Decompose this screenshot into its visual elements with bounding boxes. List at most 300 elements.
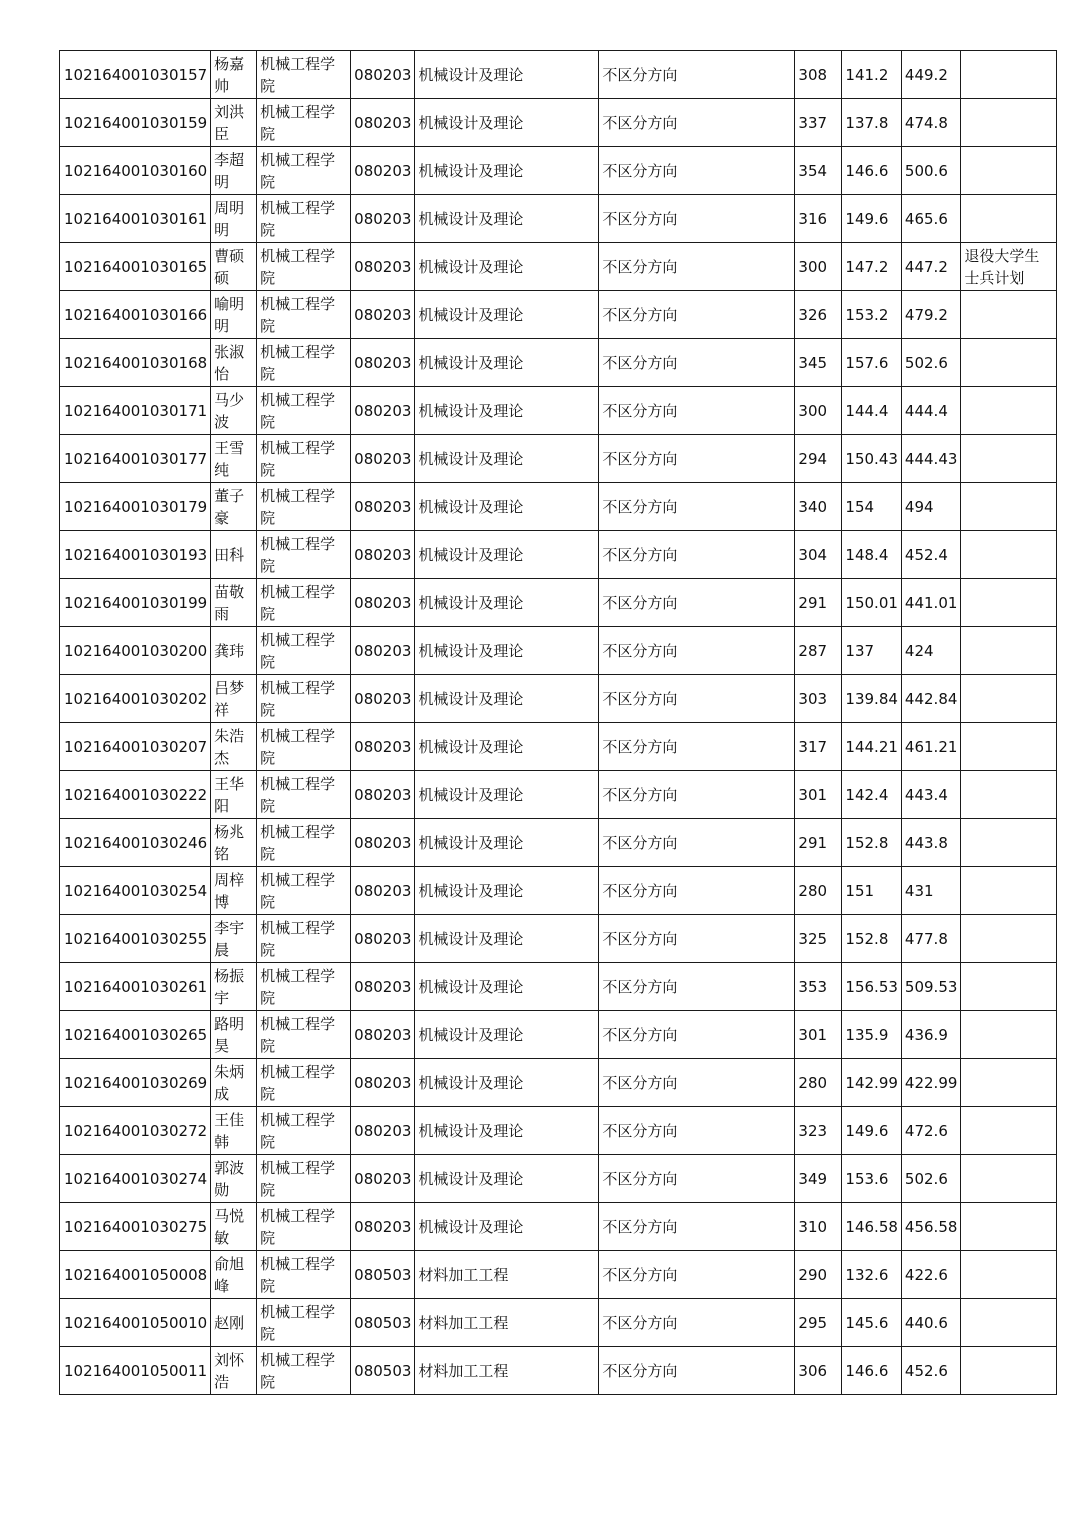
table-row bbox=[60, 435, 1057, 483]
retest-score-cell: 146.58 bbox=[842, 1203, 902, 1251]
initial-score-cell: 301 bbox=[795, 1011, 842, 1059]
note-cell bbox=[961, 483, 1057, 531]
table-row bbox=[60, 771, 1057, 819]
major-name-cell: 机械设计及理论 bbox=[415, 483, 599, 531]
student-name-cell: 马悦敏 bbox=[211, 1203, 257, 1251]
retest-score-cell: 132.6 bbox=[842, 1251, 902, 1299]
major-code-cell: 080203 bbox=[351, 195, 415, 243]
college-cell: 机械工程学院 bbox=[257, 579, 351, 627]
research-direction-cell: 不区分方向 bbox=[599, 1347, 795, 1395]
major-name-cell: 机械设计及理论 bbox=[415, 1155, 599, 1203]
student-name-cell: 苗敬雨 bbox=[211, 579, 257, 627]
total-score-cell: 442.84 bbox=[901, 675, 961, 723]
initial-score-cell: 316 bbox=[795, 195, 842, 243]
college-cell: 机械工程学院 bbox=[257, 1011, 351, 1059]
major-name-cell: 机械设计及理论 bbox=[415, 675, 599, 723]
note-cell bbox=[961, 531, 1057, 579]
table-body bbox=[60, 51, 1057, 1395]
research-direction-cell: 不区分方向 bbox=[599, 915, 795, 963]
research-direction-cell: 不区分方向 bbox=[599, 291, 795, 339]
total-score-cell: 500.6 bbox=[901, 147, 961, 195]
retest-score-cell: 147.2 bbox=[842, 243, 902, 291]
note-cell bbox=[961, 51, 1057, 99]
table-row bbox=[60, 1011, 1057, 1059]
retest-score-cell: 142.4 bbox=[842, 771, 902, 819]
retest-score-cell: 157.6 bbox=[842, 339, 902, 387]
table-row bbox=[60, 675, 1057, 723]
total-score-cell: 472.6 bbox=[901, 1107, 961, 1155]
exam-number-cell: 102164001030272 bbox=[60, 1107, 211, 1155]
student-name-cell: 吕梦祥 bbox=[211, 675, 257, 723]
total-score-cell: 456.58 bbox=[901, 1203, 961, 1251]
total-score-cell: 436.9 bbox=[901, 1011, 961, 1059]
exam-number-cell: 102164001030177 bbox=[60, 435, 211, 483]
retest-score-cell: 150.01 bbox=[842, 579, 902, 627]
research-direction-cell: 不区分方向 bbox=[599, 963, 795, 1011]
major-name-cell: 机械设计及理论 bbox=[415, 1203, 599, 1251]
college-cell: 机械工程学院 bbox=[257, 1107, 351, 1155]
major-name-cell: 材料加工工程 bbox=[415, 1299, 599, 1347]
retest-score-cell: 142.99 bbox=[842, 1059, 902, 1107]
exam-number-cell: 102164001050011 bbox=[60, 1347, 211, 1395]
exam-number-cell: 102164001030171 bbox=[60, 387, 211, 435]
college-cell: 机械工程学院 bbox=[257, 771, 351, 819]
table-row bbox=[60, 99, 1057, 147]
note-cell bbox=[961, 1107, 1057, 1155]
retest-score-cell: 141.2 bbox=[842, 51, 902, 99]
note-cell bbox=[961, 1203, 1057, 1251]
exam-number-cell: 102164001030159 bbox=[60, 99, 211, 147]
research-direction-cell: 不区分方向 bbox=[599, 1011, 795, 1059]
research-direction-cell: 不区分方向 bbox=[599, 339, 795, 387]
retest-score-cell: 151 bbox=[842, 867, 902, 915]
research-direction-cell: 不区分方向 bbox=[599, 531, 795, 579]
student-name-cell: 张淑怡 bbox=[211, 339, 257, 387]
major-name-cell: 材料加工工程 bbox=[415, 1347, 599, 1395]
major-code-cell: 080203 bbox=[351, 483, 415, 531]
research-direction-cell: 不区分方向 bbox=[599, 51, 795, 99]
research-direction-cell: 不区分方向 bbox=[599, 195, 795, 243]
major-code-cell: 080203 bbox=[351, 435, 415, 483]
student-name-cell: 路明昊 bbox=[211, 1011, 257, 1059]
initial-score-cell: 300 bbox=[795, 243, 842, 291]
retest-score-cell: 153.2 bbox=[842, 291, 902, 339]
college-cell: 机械工程学院 bbox=[257, 195, 351, 243]
retest-score-cell: 144.4 bbox=[842, 387, 902, 435]
note-cell bbox=[961, 867, 1057, 915]
student-name-cell: 周明明 bbox=[211, 195, 257, 243]
table-row bbox=[60, 627, 1057, 675]
student-name-cell: 杨兆铭 bbox=[211, 819, 257, 867]
student-name-cell: 董子豪 bbox=[211, 483, 257, 531]
major-name-cell: 机械设计及理论 bbox=[415, 531, 599, 579]
research-direction-cell: 不区分方向 bbox=[599, 627, 795, 675]
note-cell bbox=[961, 387, 1057, 435]
retest-score-cell: 154 bbox=[842, 483, 902, 531]
student-name-cell: 俞旭峰 bbox=[211, 1251, 257, 1299]
note-cell bbox=[961, 819, 1057, 867]
initial-score-cell: 300 bbox=[795, 387, 842, 435]
research-direction-cell: 不区分方向 bbox=[599, 1059, 795, 1107]
major-code-cell: 080203 bbox=[351, 387, 415, 435]
table-row bbox=[60, 339, 1057, 387]
total-score-cell: 441.01 bbox=[901, 579, 961, 627]
college-cell: 机械工程学院 bbox=[257, 483, 351, 531]
exam-number-cell: 102164001030199 bbox=[60, 579, 211, 627]
total-score-cell: 422.6 bbox=[901, 1251, 961, 1299]
table-row bbox=[60, 1107, 1057, 1155]
major-code-cell: 080203 bbox=[351, 1059, 415, 1107]
major-code-cell: 080203 bbox=[351, 1011, 415, 1059]
initial-score-cell: 308 bbox=[795, 51, 842, 99]
college-cell: 机械工程学院 bbox=[257, 387, 351, 435]
initial-score-cell: 323 bbox=[795, 1107, 842, 1155]
note-cell bbox=[961, 339, 1057, 387]
major-code-cell: 080203 bbox=[351, 915, 415, 963]
table-row bbox=[60, 147, 1057, 195]
initial-score-cell: 337 bbox=[795, 99, 842, 147]
retest-score-cell: 152.8 bbox=[842, 819, 902, 867]
research-direction-cell: 不区分方向 bbox=[599, 867, 795, 915]
note-cell bbox=[961, 723, 1057, 771]
retest-score-cell: 153.6 bbox=[842, 1155, 902, 1203]
note-cell bbox=[961, 627, 1057, 675]
total-score-cell: 509.53 bbox=[901, 963, 961, 1011]
major-code-cell: 080203 bbox=[351, 339, 415, 387]
college-cell: 机械工程学院 bbox=[257, 291, 351, 339]
table-row bbox=[60, 1155, 1057, 1203]
major-name-cell: 机械设计及理论 bbox=[415, 387, 599, 435]
retest-score-cell: 149.6 bbox=[842, 1107, 902, 1155]
note-cell bbox=[961, 195, 1057, 243]
college-cell: 机械工程学院 bbox=[257, 339, 351, 387]
major-code-cell: 080203 bbox=[351, 1203, 415, 1251]
college-cell: 机械工程学院 bbox=[257, 1251, 351, 1299]
total-score-cell: 477.8 bbox=[901, 915, 961, 963]
total-score-cell: 444.4 bbox=[901, 387, 961, 435]
exam-number-cell: 102164001030168 bbox=[60, 339, 211, 387]
total-score-cell: 479.2 bbox=[901, 291, 961, 339]
table-row bbox=[60, 291, 1057, 339]
note-cell bbox=[961, 147, 1057, 195]
total-score-cell: 452.4 bbox=[901, 531, 961, 579]
initial-score-cell: 280 bbox=[795, 867, 842, 915]
student-name-cell: 杨嘉帅 bbox=[211, 51, 257, 99]
total-score-cell: 449.2 bbox=[901, 51, 961, 99]
research-direction-cell: 不区分方向 bbox=[599, 483, 795, 531]
major-name-cell: 机械设计及理论 bbox=[415, 51, 599, 99]
college-cell: 机械工程学院 bbox=[257, 1203, 351, 1251]
retest-score-cell: 137 bbox=[842, 627, 902, 675]
note-cell bbox=[961, 99, 1057, 147]
total-score-cell: 461.21 bbox=[901, 723, 961, 771]
total-score-cell: 502.6 bbox=[901, 1155, 961, 1203]
major-name-cell: 机械设计及理论 bbox=[415, 771, 599, 819]
initial-score-cell: 290 bbox=[795, 1251, 842, 1299]
total-score-cell: 443.4 bbox=[901, 771, 961, 819]
research-direction-cell: 不区分方向 bbox=[599, 243, 795, 291]
table-row bbox=[60, 1059, 1057, 1107]
research-direction-cell: 不区分方向 bbox=[599, 1251, 795, 1299]
college-cell: 机械工程学院 bbox=[257, 723, 351, 771]
note-cell bbox=[961, 675, 1057, 723]
college-cell: 机械工程学院 bbox=[257, 675, 351, 723]
note-cell bbox=[961, 771, 1057, 819]
major-code-cell: 080203 bbox=[351, 579, 415, 627]
table-row bbox=[60, 51, 1057, 99]
exam-number-cell: 102164001030261 bbox=[60, 963, 211, 1011]
major-code-cell: 080203 bbox=[351, 963, 415, 1011]
note-cell bbox=[961, 1155, 1057, 1203]
exam-number-cell: 102164001030275 bbox=[60, 1203, 211, 1251]
research-direction-cell: 不区分方向 bbox=[599, 1155, 795, 1203]
major-name-cell: 机械设计及理论 bbox=[415, 147, 599, 195]
note-cell bbox=[961, 1059, 1057, 1107]
major-name-cell: 机械设计及理论 bbox=[415, 867, 599, 915]
college-cell: 机械工程学院 bbox=[257, 915, 351, 963]
retest-score-cell: 152.8 bbox=[842, 915, 902, 963]
exam-number-cell: 102164001030157 bbox=[60, 51, 211, 99]
retest-score-cell: 144.21 bbox=[842, 723, 902, 771]
note-cell bbox=[961, 579, 1057, 627]
major-code-cell: 080203 bbox=[351, 291, 415, 339]
college-cell: 机械工程学院 bbox=[257, 1347, 351, 1395]
research-direction-cell: 不区分方向 bbox=[599, 819, 795, 867]
initial-score-cell: 291 bbox=[795, 579, 842, 627]
table-row bbox=[60, 387, 1057, 435]
retest-score-cell: 146.6 bbox=[842, 1347, 902, 1395]
research-direction-cell: 不区分方向 bbox=[599, 579, 795, 627]
college-cell: 机械工程学院 bbox=[257, 1299, 351, 1347]
major-code-cell: 080203 bbox=[351, 819, 415, 867]
total-score-cell: 452.6 bbox=[901, 1347, 961, 1395]
student-name-cell: 赵刚 bbox=[211, 1299, 257, 1347]
retest-score-cell: 137.8 bbox=[842, 99, 902, 147]
note-cell bbox=[961, 1011, 1057, 1059]
total-score-cell: 431 bbox=[901, 867, 961, 915]
exam-number-cell: 102164001030165 bbox=[60, 243, 211, 291]
table-row bbox=[60, 867, 1057, 915]
table-row bbox=[60, 1299, 1057, 1347]
major-code-cell: 080503 bbox=[351, 1299, 415, 1347]
initial-score-cell: 325 bbox=[795, 915, 842, 963]
note-cell bbox=[961, 1299, 1057, 1347]
exam-number-cell: 102164001030160 bbox=[60, 147, 211, 195]
initial-score-cell: 295 bbox=[795, 1299, 842, 1347]
student-name-cell: 马少波 bbox=[211, 387, 257, 435]
note-cell bbox=[961, 435, 1057, 483]
retest-score-cell: 156.53 bbox=[842, 963, 902, 1011]
exam-number-cell: 102164001030166 bbox=[60, 291, 211, 339]
retest-score-cell: 139.84 bbox=[842, 675, 902, 723]
initial-score-cell: 301 bbox=[795, 771, 842, 819]
total-score-cell: 422.99 bbox=[901, 1059, 961, 1107]
student-name-cell: 郭波勋 bbox=[211, 1155, 257, 1203]
note-cell bbox=[961, 291, 1057, 339]
research-direction-cell: 不区分方向 bbox=[599, 723, 795, 771]
student-name-cell: 周梓博 bbox=[211, 867, 257, 915]
major-code-cell: 080203 bbox=[351, 1107, 415, 1155]
major-name-cell: 机械设计及理论 bbox=[415, 339, 599, 387]
exam-number-cell: 102164001030254 bbox=[60, 867, 211, 915]
major-name-cell: 机械设计及理论 bbox=[415, 243, 599, 291]
major-name-cell: 机械设计及理论 bbox=[415, 195, 599, 243]
research-direction-cell: 不区分方向 bbox=[599, 387, 795, 435]
exam-number-cell: 102164001030246 bbox=[60, 819, 211, 867]
note-cell: 退役大学生士兵计划 bbox=[961, 243, 1057, 291]
major-name-cell: 机械设计及理论 bbox=[415, 1011, 599, 1059]
initial-score-cell: 280 bbox=[795, 1059, 842, 1107]
total-score-cell: 465.6 bbox=[901, 195, 961, 243]
table-row bbox=[60, 819, 1057, 867]
major-code-cell: 080203 bbox=[351, 723, 415, 771]
major-name-cell: 机械设计及理论 bbox=[415, 579, 599, 627]
major-code-cell: 080203 bbox=[351, 867, 415, 915]
college-cell: 机械工程学院 bbox=[257, 819, 351, 867]
college-cell: 机械工程学院 bbox=[257, 243, 351, 291]
college-cell: 机械工程学院 bbox=[257, 1155, 351, 1203]
major-name-cell: 机械设计及理论 bbox=[415, 723, 599, 771]
college-cell: 机械工程学院 bbox=[257, 963, 351, 1011]
major-code-cell: 080203 bbox=[351, 627, 415, 675]
major-name-cell: 机械设计及理论 bbox=[415, 291, 599, 339]
major-code-cell: 080203 bbox=[351, 675, 415, 723]
initial-score-cell: 304 bbox=[795, 531, 842, 579]
retest-score-cell: 150.43 bbox=[842, 435, 902, 483]
initial-score-cell: 317 bbox=[795, 723, 842, 771]
research-direction-cell: 不区分方向 bbox=[599, 1203, 795, 1251]
table-row bbox=[60, 195, 1057, 243]
student-name-cell: 刘怀浩 bbox=[211, 1347, 257, 1395]
total-score-cell: 440.6 bbox=[901, 1299, 961, 1347]
student-name-cell: 喻明明 bbox=[211, 291, 257, 339]
table-row bbox=[60, 1203, 1057, 1251]
college-cell: 机械工程学院 bbox=[257, 867, 351, 915]
student-name-cell: 朱浩杰 bbox=[211, 723, 257, 771]
exam-number-cell: 102164001030161 bbox=[60, 195, 211, 243]
initial-score-cell: 340 bbox=[795, 483, 842, 531]
initial-score-cell: 306 bbox=[795, 1347, 842, 1395]
note-cell bbox=[961, 963, 1057, 1011]
table-row bbox=[60, 1251, 1057, 1299]
research-direction-cell: 不区分方向 bbox=[599, 771, 795, 819]
retest-score-cell: 148.4 bbox=[842, 531, 902, 579]
student-name-cell: 李宇晨 bbox=[211, 915, 257, 963]
student-name-cell: 王佳韩 bbox=[211, 1107, 257, 1155]
research-direction-cell: 不区分方向 bbox=[599, 1107, 795, 1155]
research-direction-cell: 不区分方向 bbox=[599, 435, 795, 483]
major-code-cell: 080203 bbox=[351, 243, 415, 291]
major-name-cell: 材料加工工程 bbox=[415, 1251, 599, 1299]
student-name-cell: 王雪纯 bbox=[211, 435, 257, 483]
retest-score-cell: 149.6 bbox=[842, 195, 902, 243]
major-code-cell: 080203 bbox=[351, 51, 415, 99]
college-cell: 机械工程学院 bbox=[257, 147, 351, 195]
major-name-cell: 机械设计及理论 bbox=[415, 627, 599, 675]
major-code-cell: 080203 bbox=[351, 99, 415, 147]
initial-score-cell: 310 bbox=[795, 1203, 842, 1251]
initial-score-cell: 354 bbox=[795, 147, 842, 195]
total-score-cell: 424 bbox=[901, 627, 961, 675]
initial-score-cell: 303 bbox=[795, 675, 842, 723]
major-name-cell: 机械设计及理论 bbox=[415, 99, 599, 147]
total-score-cell: 494 bbox=[901, 483, 961, 531]
research-direction-cell: 不区分方向 bbox=[599, 1299, 795, 1347]
major-name-cell: 机械设计及理论 bbox=[415, 1059, 599, 1107]
student-name-cell: 李超明 bbox=[211, 147, 257, 195]
exam-number-cell: 102164001030269 bbox=[60, 1059, 211, 1107]
research-direction-cell: 不区分方向 bbox=[599, 675, 795, 723]
initial-score-cell: 287 bbox=[795, 627, 842, 675]
major-name-cell: 机械设计及理论 bbox=[415, 435, 599, 483]
initial-score-cell: 349 bbox=[795, 1155, 842, 1203]
initial-score-cell: 291 bbox=[795, 819, 842, 867]
total-score-cell: 443.8 bbox=[901, 819, 961, 867]
college-cell: 机械工程学院 bbox=[257, 627, 351, 675]
note-cell bbox=[961, 1251, 1057, 1299]
major-code-cell: 080203 bbox=[351, 771, 415, 819]
total-score-cell: 474.8 bbox=[901, 99, 961, 147]
table-row bbox=[60, 1347, 1057, 1395]
table-row bbox=[60, 915, 1057, 963]
major-code-cell: 080203 bbox=[351, 147, 415, 195]
exam-number-cell: 102164001030179 bbox=[60, 483, 211, 531]
initial-score-cell: 345 bbox=[795, 339, 842, 387]
retest-score-cell: 135.9 bbox=[842, 1011, 902, 1059]
table-row bbox=[60, 531, 1057, 579]
college-cell: 机械工程学院 bbox=[257, 51, 351, 99]
initial-score-cell: 326 bbox=[795, 291, 842, 339]
exam-number-cell: 102164001030255 bbox=[60, 915, 211, 963]
college-cell: 机械工程学院 bbox=[257, 1059, 351, 1107]
major-code-cell: 080203 bbox=[351, 1155, 415, 1203]
note-cell bbox=[961, 915, 1057, 963]
major-code-cell: 080503 bbox=[351, 1347, 415, 1395]
exam-number-cell: 102164001030207 bbox=[60, 723, 211, 771]
admission-score-table bbox=[59, 50, 1057, 1395]
student-name-cell: 杨振宇 bbox=[211, 963, 257, 1011]
major-name-cell: 机械设计及理论 bbox=[415, 963, 599, 1011]
table-row bbox=[60, 579, 1057, 627]
college-cell: 机械工程学院 bbox=[257, 435, 351, 483]
major-name-cell: 机械设计及理论 bbox=[415, 915, 599, 963]
exam-number-cell: 102164001050008 bbox=[60, 1251, 211, 1299]
major-name-cell: 机械设计及理论 bbox=[415, 819, 599, 867]
table-row bbox=[60, 483, 1057, 531]
research-direction-cell: 不区分方向 bbox=[599, 99, 795, 147]
student-name-cell: 朱炳成 bbox=[211, 1059, 257, 1107]
student-name-cell: 田科 bbox=[211, 531, 257, 579]
major-code-cell: 080203 bbox=[351, 531, 415, 579]
student-name-cell: 王华阳 bbox=[211, 771, 257, 819]
retest-score-cell: 145.6 bbox=[842, 1299, 902, 1347]
student-name-cell: 龚玮 bbox=[211, 627, 257, 675]
student-name-cell: 刘洪臣 bbox=[211, 99, 257, 147]
note-cell bbox=[961, 1347, 1057, 1395]
exam-number-cell: 102164001030202 bbox=[60, 675, 211, 723]
total-score-cell: 444.43 bbox=[901, 435, 961, 483]
initial-score-cell: 353 bbox=[795, 963, 842, 1011]
total-score-cell: 502.6 bbox=[901, 339, 961, 387]
table-row bbox=[60, 243, 1057, 291]
major-code-cell: 080503 bbox=[351, 1251, 415, 1299]
student-name-cell: 曹硕硕 bbox=[211, 243, 257, 291]
exam-number-cell: 102164001030265 bbox=[60, 1011, 211, 1059]
exam-number-cell: 102164001030274 bbox=[60, 1155, 211, 1203]
total-score-cell: 447.2 bbox=[901, 243, 961, 291]
initial-score-cell: 294 bbox=[795, 435, 842, 483]
exam-number-cell: 102164001050010 bbox=[60, 1299, 211, 1347]
